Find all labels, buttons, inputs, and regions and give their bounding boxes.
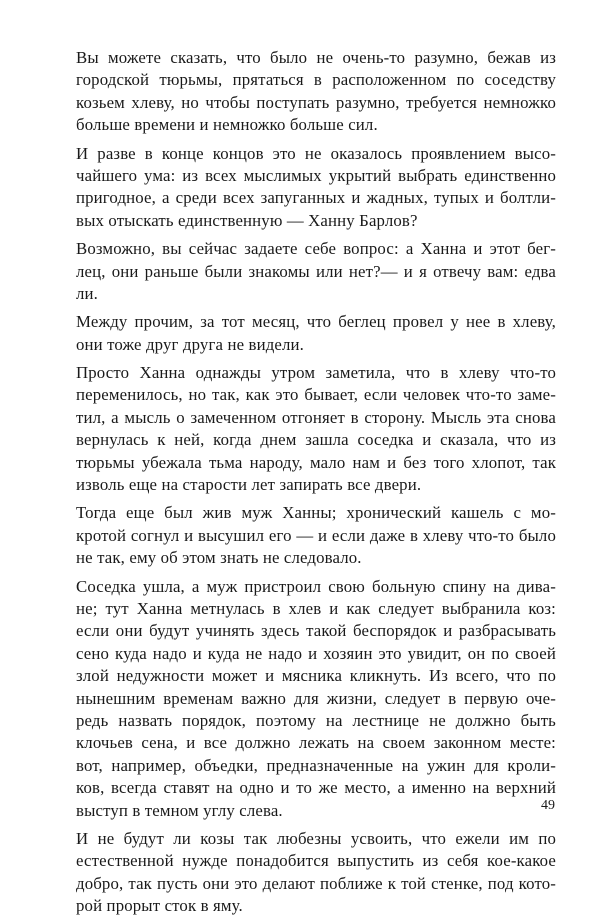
text-line: они тоже друг друга не видели. [76,334,305,354]
text-line: Просто Ханна однажды утром заметила, что в хлеву что-то [76,363,556,383]
text-line: рой прорыт сток в яму. [76,896,243,916]
text-line: если они будут учинять здесь такой беспорядок и разбрасывать [76,621,556,641]
text-line: редь назвать порядок, поэтому на лестнице не должно быть [76,710,556,730]
paragraph-1 [76,47,556,137]
text-line: выступ в темном углу слева. [76,800,283,820]
text-line: Тогда еще был жив муж Ханны; хронический кашель с мо- [76,503,556,523]
text-line: вот, например, объедки, предназначенные на ужин для кроли- [76,755,556,775]
text-line: нынешним временам важно для жизни, следует в первую оче- [76,688,556,708]
text-line: Вы можете сказать, что было не очень-то разумно, бежав из [76,48,556,67]
text-line: кротой согнул и высушил его — и если даже в хлеву что-то было [76,525,556,545]
page-number: 49 [541,798,555,813]
text-line: ков, всегда ставят на одно и то же место, а именно на верхний [76,778,556,798]
text-line: пригодное, а среди всех запуганных и жадных, тупых и болтли- [76,188,556,208]
text-line: И не будут ли козы так любезны усвоить, что ежели им по [76,828,556,848]
text-line: естественной нужде понадобится выпустить из себя кое-какое [76,851,556,871]
paragraph-5 [76,362,556,496]
text-line: не; тут Ханна метнулась в хлев и как следует выбранила коз: [76,598,556,618]
paragraph-7 [76,576,556,822]
text-line: не так, ему об этом знать не следовало. [76,548,362,568]
text-line: ли. [76,283,99,303]
text-line: городской тюрьмы, прятаться в расположенном по соседству [76,70,556,90]
text-line: тил, а мысль о замеченном отгоняет в сторону. Мысль эта снова [76,407,556,427]
text-line: Возможно, вы сейчас задаете себе вопрос: а Ханна и этот бег- [76,239,556,259]
text-line: вых отыскать единственную — Ханну Барлов? [76,210,418,230]
text-line: изволь еще на старости лет запирать все двери. [76,475,422,495]
paragraph-4 [76,311,556,356]
text-line: вернулась к ней, когда днем зашла соседка и сказала, что из [76,430,556,450]
text-line: козьем хлеву, но чтобы поступать разумно, требуется немножко [76,92,556,112]
text-line: добро, так пусть они это делают поближе к той стенке, под кото- [76,873,556,893]
paragraph-2 [76,143,556,233]
text-line: чайшего ума: из всех мыслимых укрытий выбрать единственно [76,165,556,185]
text-line: клочьев сена, и все должно лежать на своем законном месте: [76,733,556,753]
paragraph-3 [76,238,556,305]
text-line: Между прочим, за тот месяц, что беглец провел у нее в хлеву, [76,312,556,332]
text-line: злой недужности может и мясника кликнуть. Из всего, что по [76,666,556,686]
text-line: больше времени и немножко больше сил. [76,115,378,135]
text-line: Соседка ушла, а муж пристроил свою больную спину на дива- [76,576,556,596]
body-text [76,47,556,923]
text-line: переменилось, но так, как это бывает, если человек что-то заме- [76,385,556,405]
text-line: тюрьмы убежала тьма народу, мало нам и без того хлопот, так [76,452,556,472]
paragraph-8 [76,828,556,918]
text-line: лец, они раньше были знакомы или нет?— и я отвечу вам: едва [76,261,556,281]
text-line: И разве в конце концов это не оказалось проявлением высо- [76,143,556,163]
paragraph-6 [76,502,556,569]
text-line: сено куда надо и куда не надо и хозяин это увидит, он по своей [76,643,556,663]
